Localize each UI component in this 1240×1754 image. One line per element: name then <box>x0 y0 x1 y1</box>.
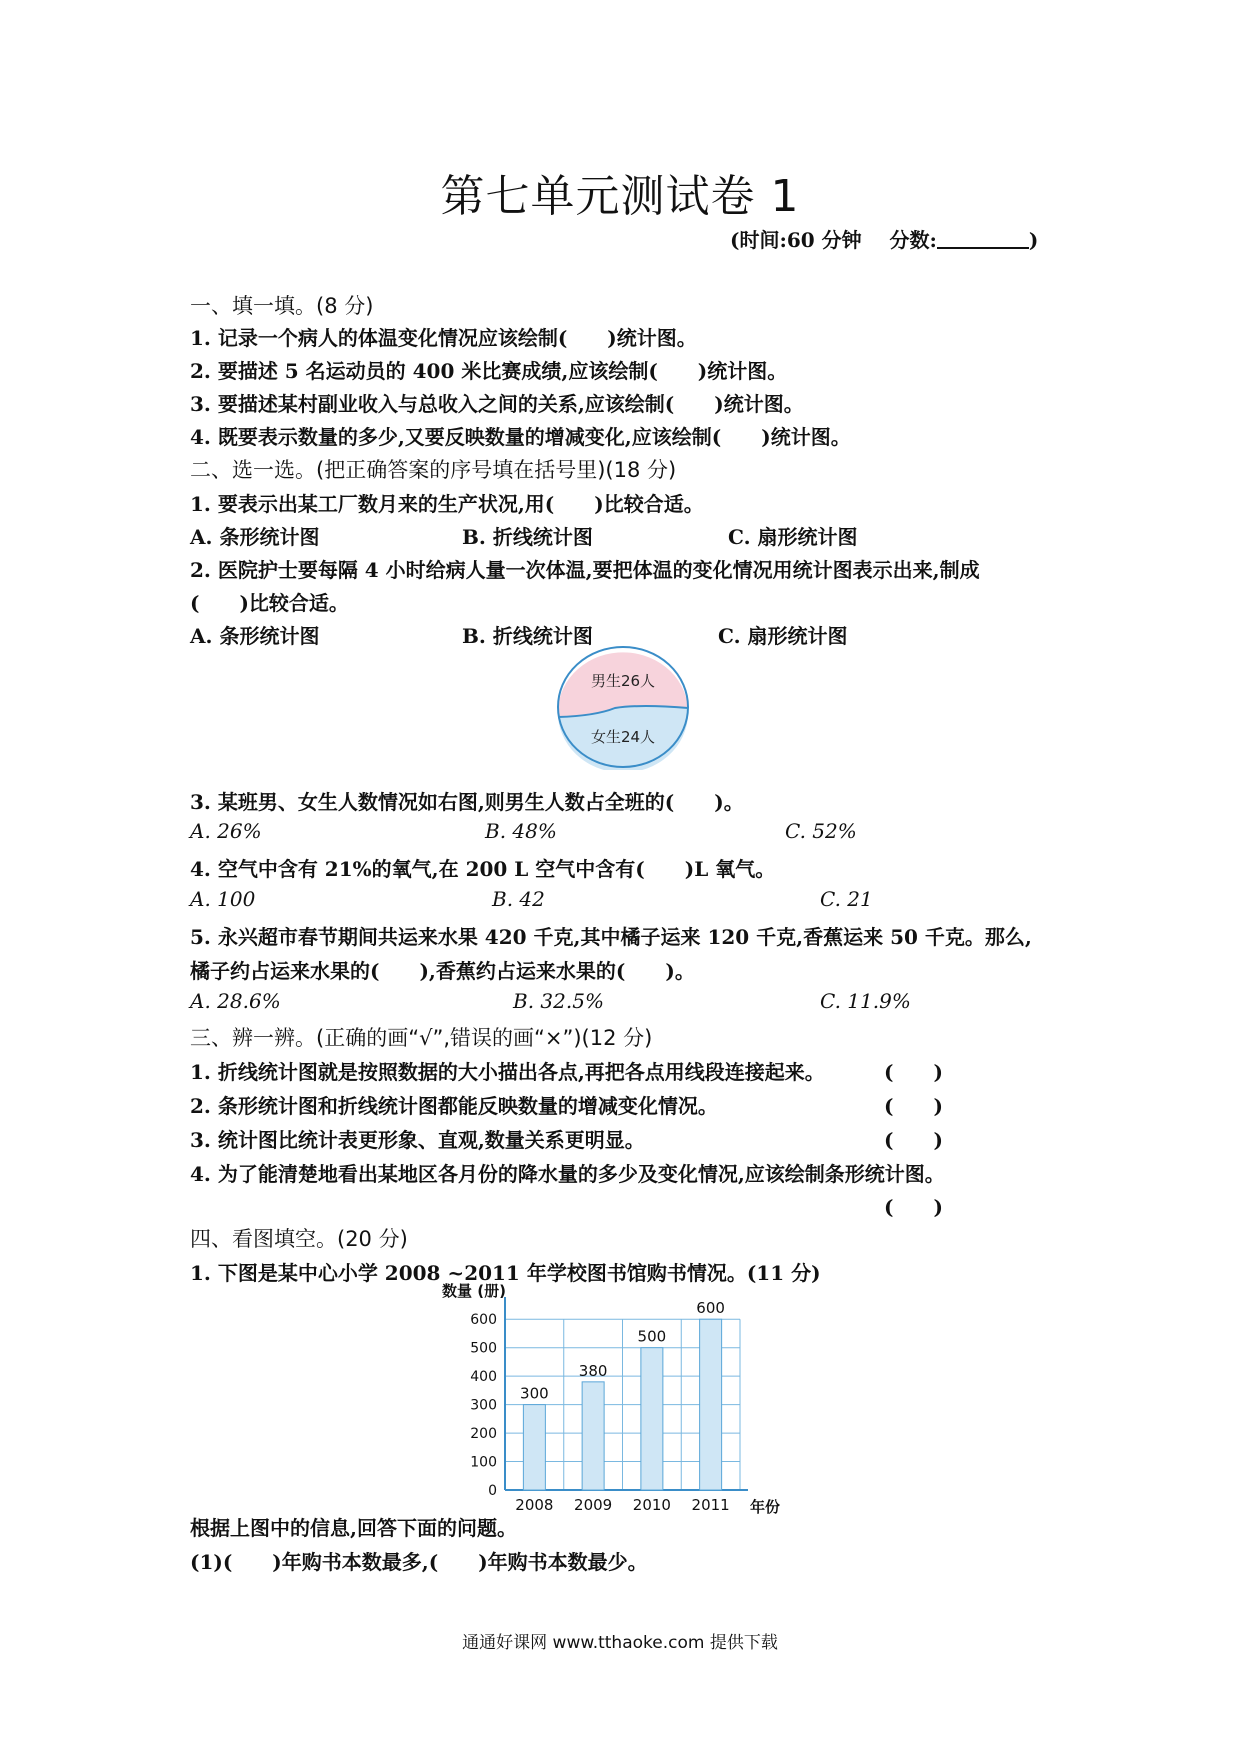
s2-q3-option-a: A. 26% <box>190 819 262 843</box>
s1-question-1: 1. 记录一个病人的体温变化情况应该绘制( )统计图。 <box>190 326 697 350</box>
x-tick-label: 2010 <box>632 1496 671 1514</box>
s3-q3-answer-paren: ( ) <box>884 1128 943 1152</box>
s4-sub-question-1: (1)( )年购书本数最多,( )年购书本数最少。 <box>190 1550 648 1574</box>
x-tick-label: 2009 <box>574 1496 613 1514</box>
s2-question-5-line-2: 橘子约占运来水果的( ),香蕉约占运来水果的( )。 <box>190 959 695 983</box>
x-tick-label: 2011 <box>691 1496 730 1514</box>
s2-q5-option-c: C. 11.9% <box>820 989 911 1013</box>
s2-q1-option-a: A. 条形统计图 <box>190 525 320 549</box>
page-title: 第七单元测试卷 1 <box>440 171 800 222</box>
section-2-heading: 二、选一选。(把正确答案的序号填在括号里)(18 分) <box>190 458 677 482</box>
s3-question-1: 1. 折线统计图就是按照数据的大小描出各点,再把各点用线段连接起来。 <box>190 1060 825 1084</box>
s2-q3-option-b: B. 48% <box>485 819 557 843</box>
bar-value-label: 500 <box>637 1327 667 1346</box>
section-1-heading: 一、填一填。(8 分) <box>190 294 374 318</box>
s3-question-4: 4. 为了能清楚地看出某地区各月份的降水量的多少及变化情况,应该绘制条形统计图。 <box>190 1162 945 1186</box>
s2-q4-option-b: B. 42 <box>492 887 545 911</box>
s2-q3-option-c: C. 52% <box>785 819 857 843</box>
bar-2009 <box>582 1382 604 1490</box>
bar-2010 <box>641 1348 663 1490</box>
time-limit: (时间:60 分钟 <box>730 228 862 252</box>
bar-2008 <box>523 1405 545 1490</box>
s2-question-4: 4. 空气中含有 21%的氧气,在 200 L 空气中含有( )L 氧气。 <box>190 857 776 881</box>
meta-close: ) <box>1028 228 1039 252</box>
y-tick-label: 500 <box>470 1340 497 1357</box>
pie-label-girls: 女生24人 <box>590 728 656 746</box>
s2-question-3: 3. 某班男、女生人数情况如右图,则男生人数占全班的( )。 <box>190 790 744 814</box>
score-label: 分数: <box>889 228 937 252</box>
s2-question-2-line-2: ( )比较合适。 <box>190 591 349 615</box>
y-axis-label: 数量 (册) <box>442 1282 506 1300</box>
score-blank <box>937 229 1029 249</box>
s2-q2-option-a: A. 条形统计图 <box>190 624 320 648</box>
footer-watermark: 通通好课网 www.tthaoke.com 提供下载 <box>462 1633 778 1653</box>
s3-q1-answer-paren: ( ) <box>884 1060 943 1084</box>
s2-q5-option-a: A. 28.6% <box>190 989 281 1013</box>
x-axis-label: 年份 <box>750 1498 781 1515</box>
s4-after-chart-text: 根据上图中的信息,回答下面的问题。 <box>190 1516 517 1540</box>
s2-q2-option-b: B. 折线统计图 <box>462 624 593 648</box>
bar-2011 <box>700 1319 722 1490</box>
s1-question-4: 4. 既要表示数量的多少,又要反映数量的增减变化,应该绘制( )统计图。 <box>190 425 851 449</box>
book-purchase-bar-chart <box>440 1280 790 1515</box>
x-tick-label: 2008 <box>515 1496 554 1514</box>
y-tick-label: 300 <box>470 1397 497 1414</box>
gender-pie-chart <box>555 644 691 770</box>
s3-question-2: 2. 条形统计图和折线统计图都能反映数量的增减变化情况。 <box>190 1094 718 1118</box>
s3-q4-answer-paren: ( ) <box>884 1195 943 1219</box>
s2-q1-option-c: C. 扇形统计图 <box>728 525 858 549</box>
s2-q1-option-b: B. 折线统计图 <box>462 525 593 549</box>
y-tick-label: 200 <box>470 1426 497 1443</box>
bar-value-label: 600 <box>696 1299 725 1318</box>
bar-value-label: 380 <box>578 1361 608 1380</box>
y-tick-label: 0 <box>488 1483 497 1499</box>
s2-question-1: 1. 要表示出某工厂数月来的生产状况,用( )比较合适。 <box>190 492 704 516</box>
y-tick-label: 400 <box>470 1369 497 1386</box>
s1-question-2: 2. 要描述 5 名运动员的 400 米比赛成绩,应该绘制( )统计图。 <box>190 359 788 383</box>
s4-question-1: 1. 下图是某中心小学 2008 ~2011 年学校图书馆购书情况。(11 分) <box>190 1261 821 1285</box>
s2-question-2-line-1: 2. 医院护士要每隔 4 小时给病人量一次体温,要把体温的变化情况用统计图表示出来,制成 <box>190 558 980 582</box>
pie-label-boys: 男生26人 <box>590 672 656 690</box>
time-and-score <box>730 224 1038 253</box>
section-4-heading: 四、看图填空。(20 分) <box>190 1227 408 1251</box>
s2-q2-option-c: C. 扇形统计图 <box>718 624 848 648</box>
s2-q5-option-b: B. 32.5% <box>513 989 604 1013</box>
s3-q2-answer-paren: ( ) <box>884 1094 943 1118</box>
s2-question-5-line-1: 5. 永兴超市春节期间共运来水果 420 千克,其中橘子运来 120 千克,香蕉运来 50 千克。那么, <box>190 925 1032 949</box>
bar-value-label: 300 <box>520 1384 549 1403</box>
s2-q4-option-a: A. 100 <box>190 887 256 911</box>
s1-question-3: 3. 要描述某村副业收入与总收入之间的关系,应该绘制( )统计图。 <box>190 392 804 416</box>
s2-q4-option-c: C. 21 <box>820 887 873 911</box>
s3-question-3: 3. 统计图比统计表更形象、直观,数量关系更明显。 <box>190 1128 645 1152</box>
y-tick-label: 600 <box>470 1312 497 1329</box>
y-tick-label: 100 <box>470 1454 497 1471</box>
section-3-heading: 三、辨一辨。(正确的画“√”,错误的画“×”)(12 分) <box>190 1026 653 1050</box>
